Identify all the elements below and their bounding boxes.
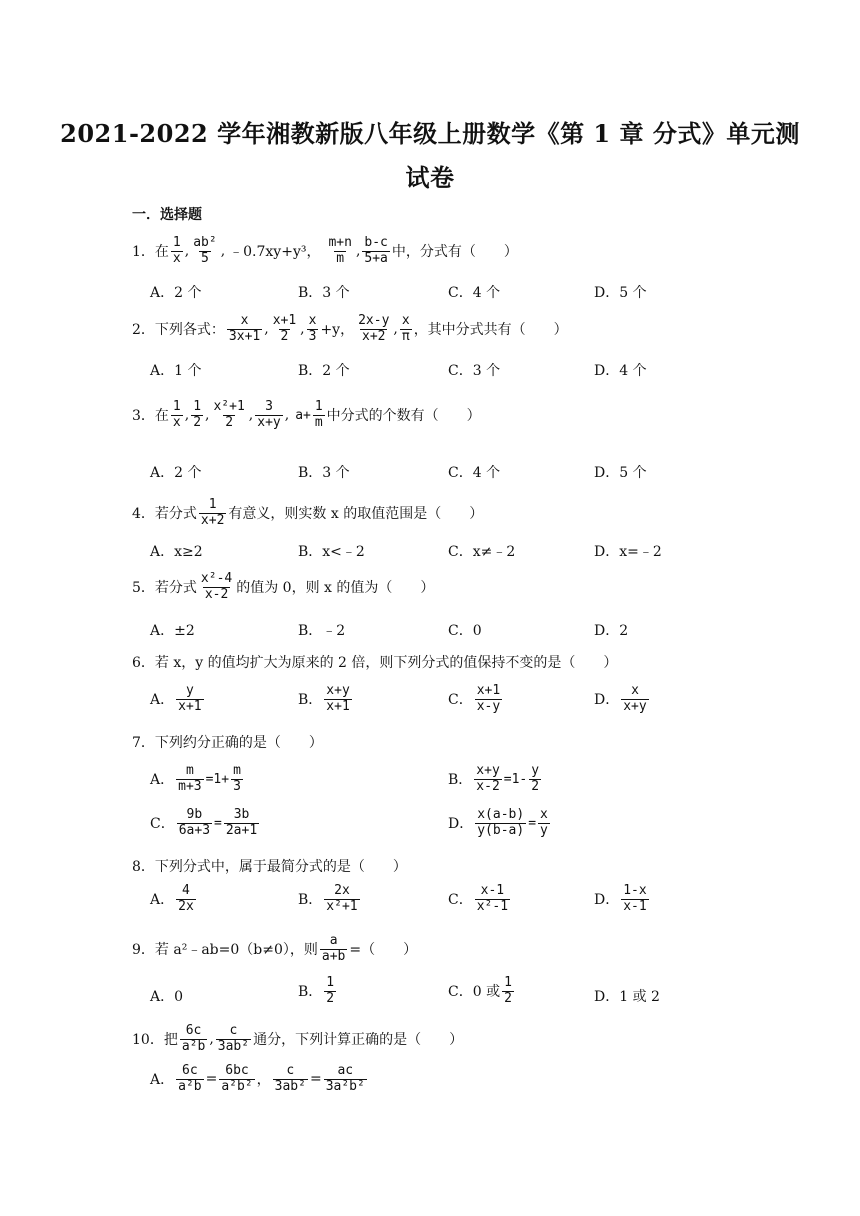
option-c: C．3 个 <box>448 363 501 379</box>
fraction: $\frac{9b}{6a+3}$ <box>178 807 211 838</box>
fraction: $\frac{1}{2}$ <box>504 975 512 1006</box>
fraction: $\frac{x+1}{2}$ <box>272 313 297 344</box>
question-5-stem: 5．若分式 <box>132 580 197 597</box>
option-a: A． $\frac{6c}{\text{a²b}}$ = $\frac{6bc}{\text{a²b²}}$ ， $\frac{c}{\text{3ab²}}$ = $\frac{ac}{\text{3a²b²}}$ <box>150 1063 365 1094</box>
question-2-stem: 2．下列各式： <box>132 322 225 339</box>
question-8: 8．下列分式中，属于最简分式的是（ ） <box>132 859 407 875</box>
option-d: D．5 个 <box>594 285 647 301</box>
question-3-tail: 中分式的个数有（ ） <box>326 408 481 425</box>
option-b: B．x<﹣2 <box>298 544 365 560</box>
option-a: A．x≥2 <box>150 544 203 560</box>
option-d: D．4 个 <box>594 363 647 379</box>
fraction: $\frac{1}{2}$ <box>326 975 335 1006</box>
question-2: 2．下列各式： $\frac{x}{3x+1}$ , $\frac{x+1}{2}$ , $\frac{x}{3}$ +y， $\frac{2x-y}{x+2}$ , $\frac{x}{\pi}$ ，其中分式共有（ ） <box>132 313 568 344</box>
fraction: $\frac{x(a-b)}{y(b-a)}$ <box>477 807 525 838</box>
option-c: C． $\frac{x-1}{\text{x²-1}}$ <box>448 883 509 914</box>
fraction: $\frac{x-1}{\text{x²-1}}$ <box>476 883 509 914</box>
option-c: C．0 <box>448 623 482 639</box>
fraction: $\frac{m}{3}$ <box>233 763 241 794</box>
fraction: $\frac{c}{\text{3ab²}}$ <box>274 1063 306 1094</box>
fraction: $\frac{2x-y}{x+2}$ <box>358 313 390 344</box>
question-10-tail: 通分，下列计算正确的是（ ） <box>253 1032 464 1049</box>
option-c: C．x≠﹣2 <box>448 544 516 560</box>
option-b: B．3 个 <box>298 285 350 301</box>
question-10-stem: 10．把 <box>132 1032 178 1049</box>
question-1-tail: 中，分式有（ ） <box>391 244 518 261</box>
option-a: A．2 个 <box>150 285 202 301</box>
expression: ﹣0.7xy+y³， <box>229 244 321 261</box>
fraction: $\frac{1}{x}$ <box>172 235 181 266</box>
option-a: A．±2 <box>150 623 195 639</box>
question-9-tail: =（ ） <box>349 942 418 959</box>
question-5-tail: 的值为 0，则 x 的值为（ ） <box>236 580 435 597</box>
fraction: $\frac{1}{x}$ <box>172 399 181 430</box>
option-c: C． $\frac{9b}{6a+3}$ = $\frac{3b}{2a+1}$ <box>150 807 258 838</box>
fraction: $\frac{6bc}{\text{a²b²}}$ <box>221 1063 253 1094</box>
fraction: $\frac{x}{y}$ <box>540 807 548 838</box>
option-b: B．2 个 <box>298 363 350 379</box>
option-b: B． $\frac{x+y}{x+1}$ <box>298 683 350 714</box>
option-b: B． $\frac{2x}{\text{x²+1}}$ <box>298 883 358 914</box>
question-2-tail: ，其中分式共有（ ） <box>413 322 568 339</box>
page-title: 2021-2022 学年湘教新版八年级上册数学《第 1 章 分式》单元测 <box>60 119 800 148</box>
option-a: A． $\frac{y}{x+1}$ <box>150 683 202 714</box>
fraction: $\frac{m}{m+3}$ <box>178 763 202 794</box>
option-c: C．4 个 <box>448 285 501 301</box>
fraction: $\frac{x}{3}$ <box>308 313 317 344</box>
page-title-continued: 试卷 <box>405 163 455 192</box>
fraction: $\frac{a}{a+b}$ <box>321 933 346 964</box>
option-a: A．0 <box>150 989 184 1005</box>
fraction: $\frac{1}{x+2}$ <box>200 497 225 528</box>
expression: +y， <box>320 322 355 339</box>
fraction: $\frac{ac}{\text{3a²b²}}$ <box>325 1063 365 1094</box>
fraction: $\frac{6c}{\text{a²b}}$ <box>181 1023 206 1054</box>
option-d: D． $\frac{x(a-b)}{y(b-a)}$ = $\frac{x}{y}$ <box>448 807 548 838</box>
fraction: $\frac{1-x}{x-1}$ <box>623 883 647 914</box>
question-9-stem: 9．若 a²﹣ab=0（b≠0），则 <box>132 942 318 959</box>
fraction: $\frac{m+n}{m}$ <box>328 235 352 266</box>
option-d: D．x=﹣2 <box>594 544 662 560</box>
option-c: C．0 或 $\frac{1}{2}$ <box>448 975 512 1006</box>
fraction: $\frac{x+y}{x-2}$ <box>476 763 500 794</box>
option-d: D．2 <box>594 623 629 639</box>
fraction: $\frac{x}{x+y}$ <box>623 683 647 714</box>
option-b: B．3 个 <box>298 465 350 481</box>
question-1-stem: 1．在 <box>132 244 169 261</box>
fraction: $\frac{4}{2x}$ <box>178 883 194 914</box>
fraction: $\frac{6c}{\text{a²b}}$ <box>178 1063 202 1094</box>
option-c: C． $\frac{x+1}{x-y}$ <box>448 683 501 714</box>
option-d: D．5 个 <box>594 465 647 481</box>
fraction: $\frac{x+y}{x+1}$ <box>326 683 350 714</box>
fraction: $\frac{3}{x+y}$ <box>257 399 281 430</box>
expression: a+ <box>295 407 311 423</box>
fraction: $\frac{2x}{\text{x²+1}}$ <box>326 883 358 914</box>
section-heading: 一．选择题 <box>132 207 202 223</box>
fraction: $\frac{y}{2}$ <box>531 763 540 794</box>
fraction: $\frac{3b}{2a+1}$ <box>225 807 258 838</box>
option-d: D．1 或 2 <box>594 989 660 1005</box>
option-d: D． $\frac{x}{x+y}$ <box>594 683 647 714</box>
question-4 <box>132 498 483 529</box>
question-3: 3．在 $\frac{1}{x}$ , $\frac{1}{2}$ , $\frac{\text{x²+1}}{2}$ , $\frac{3}{x+y}$ , a+ $\frac{1}{m}$ 中分式的个数有（ ） <box>132 399 481 430</box>
option-b: B． $\frac{x+y}{x-2}$ =1- $\frac{y}{2}$ <box>448 763 540 794</box>
fraction: $\frac{x+1}{x-y}$ <box>476 683 501 714</box>
fraction: $\frac{1}{m}$ <box>314 399 323 430</box>
question-3-stem: 3．在 <box>132 408 169 425</box>
question-10: 10．把 $\frac{6c}{\text{a²b}}$ , $\frac{c}{\text{3ab²}}$ 通分，下列计算正确的是（ ） <box>132 1023 464 1054</box>
option-a: A． $\frac{4}{2x}$ <box>150 883 194 914</box>
question-7: 7．下列约分正确的是（ ） <box>132 735 323 751</box>
question-5 <box>132 572 434 603</box>
question-1: 1．在 $\frac{1}{x}$ , $\frac{\text{ab²}}{5}$ , ﹣0.7xy+y³， $\frac{m+n}{m}$ , $\frac{b-c}{5+a}$ 中，分式有（ ） <box>132 235 518 266</box>
option-b: B． $\frac{1}{2}$ <box>298 975 335 1006</box>
option-c: C．4 个 <box>448 465 501 481</box>
fraction: $\frac{1}{2}$ <box>193 399 202 430</box>
question-9 <box>132 934 417 965</box>
fraction: $\frac{x}{\pi}$ <box>401 313 410 344</box>
fraction: $\frac{x}{3x+1}$ <box>228 313 261 344</box>
option-a: A．1 个 <box>150 363 202 379</box>
option-d: D． $\frac{1-x}{x-1}$ <box>594 883 647 914</box>
option-b: B．﹣2 <box>298 623 346 639</box>
fraction: $\frac{\text{ab²}}{5}$ <box>193 235 217 266</box>
question-4-stem: 4．若分式 <box>132 506 197 523</box>
fraction: $\frac{b-c}{5+a}$ <box>364 235 388 266</box>
fraction: $\frac{y}{x+1}$ <box>178 683 202 714</box>
option-a: A．2 个 <box>150 465 202 481</box>
fraction: $\frac{\text{x²-4}}{x-2}$ <box>200 571 233 602</box>
fraction: $\frac{c}{\text{3ab²}}$ <box>217 1023 250 1054</box>
fraction: $\frac{\text{x²+1}}{2}$ <box>213 399 245 430</box>
question-4-tail: 有意义，则实数 x 的取值范围是（ ） <box>228 506 484 523</box>
question-6: 6．若 x，y 的值均扩大为原来的 2 倍，则下列分式的值保持不变的是（ ） <box>132 655 618 671</box>
option-a: A． $\frac{m}{m+3}$ =1+ $\frac{m}{3}$ <box>150 763 241 794</box>
